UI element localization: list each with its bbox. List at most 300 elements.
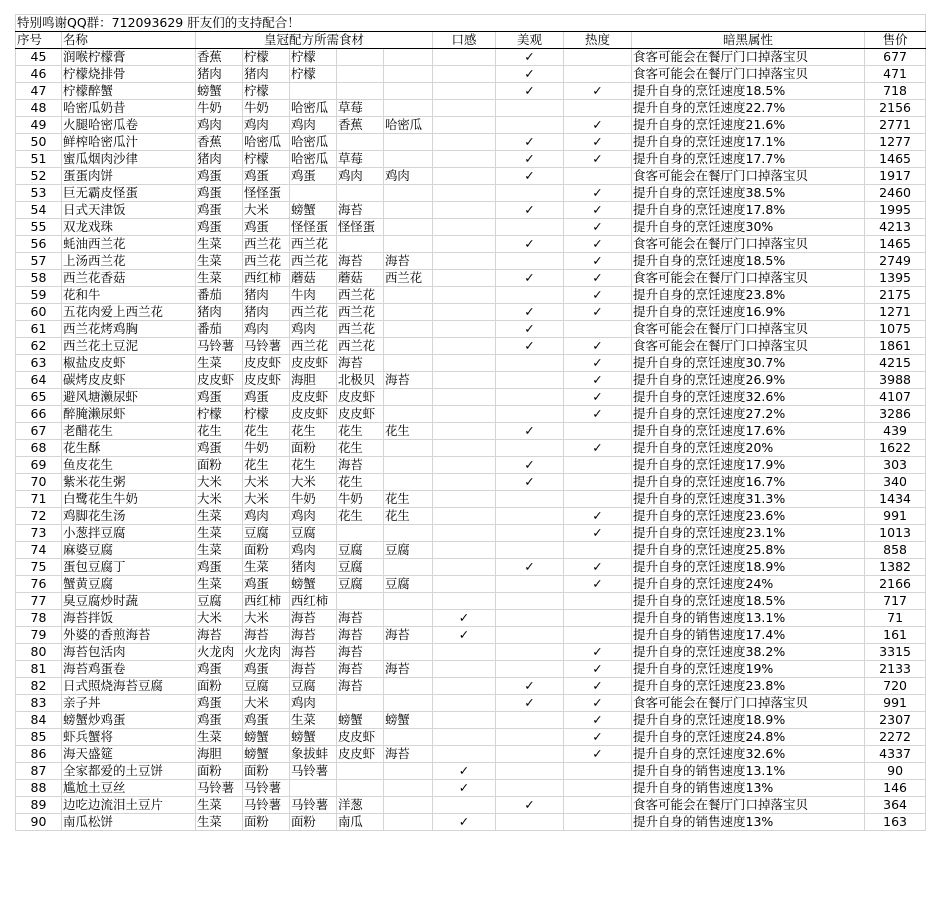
taste-cell	[433, 168, 496, 185]
table-row	[16, 712, 926, 729]
ingredient-cell: 怪怪蛋	[290, 219, 337, 236]
ingredient-cell: 面粉	[243, 814, 290, 831]
seq-cell: 74	[16, 542, 62, 559]
price-cell: 146	[865, 780, 926, 797]
ingredient-cell	[337, 236, 384, 253]
ingredient-cell: 鸡肉	[290, 321, 337, 338]
ingredient-cell: 西兰花	[384, 270, 433, 287]
looks-cell	[496, 729, 564, 746]
heat-cell: ✓	[564, 389, 632, 406]
seq-cell: 53	[16, 185, 62, 202]
looks-cell	[496, 219, 564, 236]
table-row	[16, 525, 926, 542]
price-cell: 2133	[865, 661, 926, 678]
taste-cell: ✓	[433, 610, 496, 627]
ingredient-cell: 猪肉	[196, 66, 243, 83]
ingredient-cell: 西红柿	[243, 593, 290, 610]
ingredient-cell	[384, 236, 433, 253]
looks-cell	[496, 372, 564, 389]
ingredient-cell: 花生	[384, 491, 433, 508]
seq-cell: 87	[16, 763, 62, 780]
ingredient-cell: 怪怪蛋	[337, 219, 384, 236]
price-cell: 4337	[865, 746, 926, 763]
looks-cell	[496, 406, 564, 423]
ingredient-cell: 生菜	[196, 576, 243, 593]
table-row	[16, 270, 926, 287]
name-cell: 蛋蛋肉饼	[62, 168, 196, 185]
taste-cell	[433, 151, 496, 168]
ingredient-cell: 海胆	[196, 746, 243, 763]
table-row	[16, 66, 926, 83]
taste-cell	[433, 729, 496, 746]
price-cell: 439	[865, 423, 926, 440]
table-row	[16, 304, 926, 321]
looks-cell: ✓	[496, 321, 564, 338]
price-cell: 677	[865, 49, 926, 66]
heat-cell: ✓	[564, 253, 632, 270]
ingredient-cell: 鸡蛋	[243, 661, 290, 678]
ingredient-cell	[384, 151, 433, 168]
name-cell: 全家都爱的土豆饼	[62, 763, 196, 780]
ingredient-cell: 鸡蛋	[243, 389, 290, 406]
looks-cell	[496, 440, 564, 457]
looks-cell	[496, 814, 564, 831]
ingredient-cell: 马铃薯	[290, 763, 337, 780]
ingredient-cell: 海胆	[290, 372, 337, 389]
price-cell: 720	[865, 678, 926, 695]
heat-cell: ✓	[564, 304, 632, 321]
ingredient-cell: 皮皮虾	[290, 406, 337, 423]
dark-attribute-cell: 食客可能会在餐厅门口掉落宝贝	[632, 338, 865, 355]
table-row	[16, 389, 926, 406]
seq-cell: 71	[16, 491, 62, 508]
ingredient-cell: 鸡肉	[196, 117, 243, 134]
table-row	[16, 644, 926, 661]
name-cell: 柠檬醉蟹	[62, 83, 196, 100]
taste-cell	[433, 338, 496, 355]
taste-cell	[433, 797, 496, 814]
ingredient-cell: 海苔	[337, 457, 384, 474]
dark-attribute-cell: 提升自身的烹饪速度18.5%	[632, 253, 865, 270]
seq-cell: 60	[16, 304, 62, 321]
dark-attribute-cell: 提升自身的烹饪速度23.1%	[632, 525, 865, 542]
seq-cell: 88	[16, 780, 62, 797]
name-cell: 润喉柠檬膏	[62, 49, 196, 66]
table-row	[16, 780, 926, 797]
ingredient-cell: 鸡蛋	[196, 559, 243, 576]
table-row	[16, 100, 926, 117]
looks-cell: ✓	[496, 66, 564, 83]
heat-cell	[564, 49, 632, 66]
taste-cell	[433, 508, 496, 525]
seq-cell: 48	[16, 100, 62, 117]
ingredient-cell: 螃蟹	[243, 729, 290, 746]
table-row	[16, 338, 926, 355]
dark-attribute-cell: 提升自身的烹饪速度17.8%	[632, 202, 865, 219]
dark-attribute-cell: 提升自身的烹饪速度25.8%	[632, 542, 865, 559]
seq-cell: 73	[16, 525, 62, 542]
ingredient-cell: 马铃薯	[196, 780, 243, 797]
ingredient-cell: 螃蟹	[196, 83, 243, 100]
ingredient-cell: 鸡蛋	[196, 168, 243, 185]
ingredient-cell: 柠檬	[290, 49, 337, 66]
ingredient-cell: 花生	[337, 508, 384, 525]
ingredient-cell	[384, 440, 433, 457]
name-cell: 日式天津饭	[62, 202, 196, 219]
heat-cell	[564, 610, 632, 627]
ingredient-cell: 花生	[384, 508, 433, 525]
ingredient-cell	[337, 134, 384, 151]
heat-cell: ✓	[564, 83, 632, 100]
heat-cell	[564, 100, 632, 117]
ingredient-cell	[384, 525, 433, 542]
taste-cell	[433, 100, 496, 117]
looks-cell	[496, 746, 564, 763]
ingredient-cell	[337, 763, 384, 780]
looks-cell	[496, 389, 564, 406]
heat-cell: ✓	[564, 270, 632, 287]
ingredient-cell: 象拔蚌	[290, 746, 337, 763]
name-cell: 日式照烧海苔豆腐	[62, 678, 196, 695]
taste-cell: ✓	[433, 627, 496, 644]
dark-attribute-cell: 食客可能会在餐厅门口掉落宝贝	[632, 797, 865, 814]
taste-cell	[433, 253, 496, 270]
ingredient-cell	[384, 474, 433, 491]
taste-cell	[433, 576, 496, 593]
seq-cell: 61	[16, 321, 62, 338]
table-row	[16, 814, 926, 831]
ingredient-cell: 海苔	[196, 627, 243, 644]
taste-cell	[433, 372, 496, 389]
ingredient-cell	[384, 49, 433, 66]
name-cell: 蚝油西兰花	[62, 236, 196, 253]
ingredient-cell	[384, 406, 433, 423]
ingredient-cell: 海苔	[337, 661, 384, 678]
ingredient-cell: 面粉	[290, 440, 337, 457]
table-row	[16, 627, 926, 644]
price-cell: 1277	[865, 134, 926, 151]
ingredient-cell	[384, 202, 433, 219]
looks-cell: ✓	[496, 202, 564, 219]
ingredient-cell: 豆腐	[384, 542, 433, 559]
seq-cell: 46	[16, 66, 62, 83]
ingredient-cell: 鸡肉	[243, 508, 290, 525]
ingredient-cell: 海苔	[290, 661, 337, 678]
ingredient-cell: 哈密瓜	[384, 117, 433, 134]
looks-cell: ✓	[496, 236, 564, 253]
ingredient-cell: 豆腐	[384, 576, 433, 593]
ingredient-cell: 海苔	[337, 627, 384, 644]
ingredient-cell: 花生	[243, 457, 290, 474]
name-cell: 醉腌濑尿虾	[62, 406, 196, 423]
looks-cell: ✓	[496, 134, 564, 151]
seq-cell: 57	[16, 253, 62, 270]
ingredient-cell: 大米	[196, 610, 243, 627]
ingredient-cell: 鸡蛋	[243, 168, 290, 185]
ingredient-cell	[290, 83, 337, 100]
ingredient-cell: 花生	[243, 423, 290, 440]
looks-cell	[496, 491, 564, 508]
taste-cell	[433, 321, 496, 338]
ingredient-cell: 花生	[337, 423, 384, 440]
ingredient-cell: 螃蟹	[290, 202, 337, 219]
seq-cell: 70	[16, 474, 62, 491]
ingredient-cell: 洋葱	[337, 797, 384, 814]
ingredient-cell: 海苔	[384, 661, 433, 678]
looks-cell	[496, 100, 564, 117]
seq-cell: 79	[16, 627, 62, 644]
taste-cell	[433, 440, 496, 457]
price-cell: 2771	[865, 117, 926, 134]
ingredient-cell: 皮皮虾	[337, 729, 384, 746]
seq-cell: 58	[16, 270, 62, 287]
taste-cell	[433, 219, 496, 236]
header-dark-attribute: 暗黑属性	[632, 32, 865, 49]
taste-cell	[433, 525, 496, 542]
table-row	[16, 168, 926, 185]
taste-cell	[433, 355, 496, 372]
taste-cell	[433, 83, 496, 100]
ingredient-cell: 豆腐	[337, 542, 384, 559]
ingredient-cell: 皮皮虾	[243, 372, 290, 389]
ingredient-cell	[384, 304, 433, 321]
ingredient-cell: 生菜	[196, 814, 243, 831]
table-row	[16, 559, 926, 576]
taste-cell	[433, 644, 496, 661]
heat-cell: ✓	[564, 202, 632, 219]
ingredient-cell: 鸡蛋	[196, 661, 243, 678]
price-cell: 303	[865, 457, 926, 474]
table-row	[16, 491, 926, 508]
header-name: 名称	[62, 32, 196, 49]
dark-attribute-cell: 提升自身的烹饪速度18.9%	[632, 559, 865, 576]
ingredient-cell: 花生	[337, 474, 384, 491]
heat-cell	[564, 321, 632, 338]
name-cell: 五花肉爱上西兰花	[62, 304, 196, 321]
price-cell: 1465	[865, 236, 926, 253]
ingredient-cell: 海苔	[337, 678, 384, 695]
ingredient-cell: 海苔	[243, 627, 290, 644]
looks-cell	[496, 627, 564, 644]
ingredient-cell: 番茄	[196, 287, 243, 304]
dark-attribute-cell: 提升自身的销售速度13%	[632, 780, 865, 797]
ingredient-cell: 柠檬	[243, 49, 290, 66]
ingredient-cell: 皮皮虾	[290, 355, 337, 372]
heat-cell: ✓	[564, 219, 632, 236]
ingredient-cell: 生菜	[196, 525, 243, 542]
ingredient-cell: 皮皮虾	[290, 389, 337, 406]
name-cell: 海苔包活肉	[62, 644, 196, 661]
ingredient-cell: 鸡肉	[243, 321, 290, 338]
name-cell: 哈密瓜奶昔	[62, 100, 196, 117]
price-cell: 4107	[865, 389, 926, 406]
table-row	[16, 355, 926, 372]
ingredient-cell: 牛奶	[196, 100, 243, 117]
heat-cell: ✓	[564, 338, 632, 355]
dark-attribute-cell: 提升自身的销售速度13.1%	[632, 610, 865, 627]
seq-cell: 89	[16, 797, 62, 814]
dark-attribute-cell: 提升自身的烹饪速度16.7%	[632, 474, 865, 491]
header-heat: 热度	[564, 32, 632, 49]
price-cell: 718	[865, 83, 926, 100]
ingredient-cell: 海苔	[337, 644, 384, 661]
ingredient-cell: 海苔	[384, 627, 433, 644]
seq-cell: 78	[16, 610, 62, 627]
seq-cell: 80	[16, 644, 62, 661]
name-cell: 鲜榨哈密瓜汁	[62, 134, 196, 151]
seq-cell: 75	[16, 559, 62, 576]
ingredient-cell	[384, 644, 433, 661]
ingredient-cell: 鸡蛋	[196, 202, 243, 219]
ingredient-cell: 柠檬	[243, 151, 290, 168]
ingredient-cell: 海苔	[290, 610, 337, 627]
dark-attribute-cell: 提升自身的烹饪速度38.2%	[632, 644, 865, 661]
dark-attribute-cell: 提升自身的烹饪速度27.2%	[632, 406, 865, 423]
ingredient-cell	[384, 593, 433, 610]
ingredient-cell	[384, 559, 433, 576]
ingredient-cell: 花生	[196, 423, 243, 440]
heat-cell: ✓	[564, 695, 632, 712]
seq-cell: 67	[16, 423, 62, 440]
dark-attribute-cell: 提升自身的烹饪速度31.3%	[632, 491, 865, 508]
heat-cell: ✓	[564, 508, 632, 525]
ingredient-cell: 西兰花	[243, 253, 290, 270]
price-cell: 1622	[865, 440, 926, 457]
taste-cell: ✓	[433, 814, 496, 831]
seq-cell: 56	[16, 236, 62, 253]
dark-attribute-cell: 食客可能会在餐厅门口掉落宝贝	[632, 270, 865, 287]
ingredient-cell: 哈密瓜	[290, 151, 337, 168]
name-cell: 海天盛筵	[62, 746, 196, 763]
price-cell: 858	[865, 542, 926, 559]
dark-attribute-cell: 提升自身的烹饪速度30.7%	[632, 355, 865, 372]
seq-cell: 72	[16, 508, 62, 525]
seq-cell: 69	[16, 457, 62, 474]
looks-cell: ✓	[496, 270, 564, 287]
seq-cell: 63	[16, 355, 62, 372]
dark-attribute-cell: 食客可能会在餐厅门口掉落宝贝	[632, 236, 865, 253]
ingredient-cell: 鸡肉	[290, 542, 337, 559]
banner-row	[16, 15, 926, 32]
table-row	[16, 406, 926, 423]
ingredient-cell: 鸡肉	[290, 508, 337, 525]
dark-attribute-cell: 提升自身的销售速度13.1%	[632, 763, 865, 780]
price-cell: 2307	[865, 712, 926, 729]
ingredient-cell: 大米	[243, 610, 290, 627]
ingredient-cell: 柠檬	[196, 406, 243, 423]
ingredient-cell: 猪肉	[196, 151, 243, 168]
heat-cell: ✓	[564, 525, 632, 542]
header-seq: 序号	[16, 32, 62, 49]
ingredient-cell: 哈密瓜	[243, 134, 290, 151]
heat-cell	[564, 423, 632, 440]
looks-cell: ✓	[496, 49, 564, 66]
seq-cell: 65	[16, 389, 62, 406]
name-cell: 虾兵蟹将	[62, 729, 196, 746]
looks-cell	[496, 542, 564, 559]
ingredient-cell	[337, 780, 384, 797]
ingredient-cell	[337, 83, 384, 100]
heat-cell: ✓	[564, 661, 632, 678]
ingredient-cell: 面粉	[196, 678, 243, 695]
dark-attribute-cell: 提升自身的烹饪速度24.8%	[632, 729, 865, 746]
looks-cell: ✓	[496, 474, 564, 491]
name-cell: 外婆的香煎海苔	[62, 627, 196, 644]
taste-cell	[433, 678, 496, 695]
ingredient-cell: 豆腐	[243, 678, 290, 695]
ingredient-cell: 皮皮虾	[337, 746, 384, 763]
dark-attribute-cell: 食客可能会在餐厅门口掉落宝贝	[632, 321, 865, 338]
price-cell: 1013	[865, 525, 926, 542]
ingredient-cell	[384, 219, 433, 236]
taste-cell	[433, 474, 496, 491]
ingredient-cell: 鸡蛋	[196, 185, 243, 202]
ingredient-cell: 马铃薯	[243, 797, 290, 814]
ingredient-cell: 西兰花	[290, 304, 337, 321]
ingredient-cell: 豆腐	[337, 559, 384, 576]
ingredient-cell: 豆腐	[196, 593, 243, 610]
taste-cell	[433, 542, 496, 559]
looks-cell: ✓	[496, 559, 564, 576]
recipe-spreadsheet	[15, 14, 926, 831]
heat-cell: ✓	[564, 440, 632, 457]
heat-cell	[564, 457, 632, 474]
price-cell: 3286	[865, 406, 926, 423]
dark-attribute-cell: 提升自身的烹饪速度26.9%	[632, 372, 865, 389]
table-row	[16, 661, 926, 678]
ingredient-cell	[384, 287, 433, 304]
seq-cell: 83	[16, 695, 62, 712]
ingredient-cell: 猪肉	[243, 287, 290, 304]
ingredient-cell: 花生	[290, 423, 337, 440]
heat-cell: ✓	[564, 729, 632, 746]
ingredient-cell	[384, 83, 433, 100]
name-cell: 麻婆豆腐	[62, 542, 196, 559]
ingredient-cell: 大米	[243, 695, 290, 712]
heat-cell: ✓	[564, 117, 632, 134]
ingredient-cell: 面粉	[290, 814, 337, 831]
ingredient-cell: 花生	[290, 457, 337, 474]
ingredient-cell	[384, 321, 433, 338]
seq-cell: 50	[16, 134, 62, 151]
ingredient-cell: 生菜	[196, 253, 243, 270]
looks-cell: ✓	[496, 151, 564, 168]
name-cell: 花和牛	[62, 287, 196, 304]
name-cell: 双龙戏珠	[62, 219, 196, 236]
ingredient-cell: 番茄	[196, 321, 243, 338]
dark-attribute-cell: 食客可能会在餐厅门口掉落宝贝	[632, 695, 865, 712]
looks-cell	[496, 763, 564, 780]
ingredient-cell: 海苔	[384, 253, 433, 270]
seq-cell: 49	[16, 117, 62, 134]
taste-cell	[433, 661, 496, 678]
ingredient-cell: 生菜	[196, 355, 243, 372]
price-cell: 340	[865, 474, 926, 491]
dark-attribute-cell: 提升自身的烹饪速度38.5%	[632, 185, 865, 202]
price-cell: 1861	[865, 338, 926, 355]
ingredient-cell: 生菜	[290, 712, 337, 729]
ingredient-cell	[384, 457, 433, 474]
taste-cell: ✓	[433, 763, 496, 780]
seq-cell: 45	[16, 49, 62, 66]
heat-cell	[564, 627, 632, 644]
dark-attribute-cell: 提升自身的烹饪速度23.6%	[632, 508, 865, 525]
looks-cell	[496, 253, 564, 270]
ingredient-cell	[384, 185, 433, 202]
ingredient-cell	[384, 338, 433, 355]
name-cell: 蜜瓜烟肉沙律	[62, 151, 196, 168]
dark-attribute-cell: 提升自身的烹饪速度17.1%	[632, 134, 865, 151]
